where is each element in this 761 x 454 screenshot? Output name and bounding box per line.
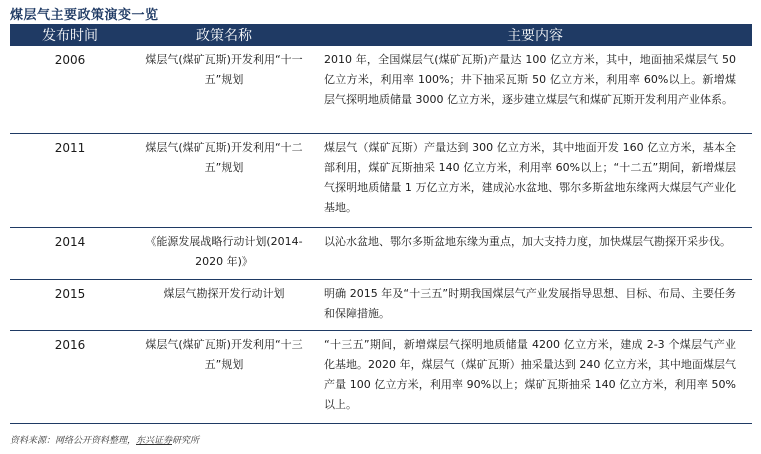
row-policy-name: 《能源发展战略行动计划(2014-2020 年)》 [130, 227, 318, 279]
row-policy-name: 煤层气(煤矿瓦斯)开发利用“十二五”规划 [130, 133, 318, 227]
table-header-row [10, 24, 752, 46]
source-prefix: 资料来源：网络公开资料整理， [10, 436, 137, 446]
row-content: 明确 2015 年及“十三五”时期我国煤层气产业发展指导思想、目标、布局、主要任务和保障措施。 [318, 279, 752, 330]
row-year: 2011 [10, 133, 130, 227]
table-row [10, 330, 752, 423]
row-content: 以沁水盆地、鄂尔多斯盆地东缘为重点，加大支持力度，加快煤层气勘探开采步伐。 [318, 227, 752, 279]
policy-table [10, 24, 752, 424]
row-year: 2014 [10, 227, 130, 279]
header-main-content: 主要内容 [318, 24, 752, 46]
table-row [10, 133, 752, 227]
row-policy-name: 煤层气勘探开发行动计划 [130, 279, 318, 330]
source-org: 东兴证券 [136, 436, 173, 446]
row-year: 2016 [10, 330, 130, 423]
header-policy-name: 政策名称 [130, 24, 318, 46]
table-row [10, 227, 752, 279]
row-year: 2015 [10, 279, 130, 330]
row-year: 2006 [10, 46, 130, 133]
row-policy-name: 煤层气(煤矿瓦斯)开发利用“十三五”规划 [130, 330, 318, 423]
header-date: 发布时间 [10, 24, 130, 46]
row-content: “十三五”期间，新增煤层气探明地质储量 4200 亿立方米，建成 2-3 个煤层气产业化基地。2020 年，煤层气（煤矿瓦斯）抽采量达到 240 亿立方米，其中地面煤层气产量 100 亿立方米，利用率 90%以上；煤矿瓦斯抽采 140 亿立方米，利用率 50%以上。 [318, 330, 752, 423]
source-note [10, 433, 199, 446]
source-suffix: 研究所 [172, 436, 200, 446]
table-row [10, 46, 752, 133]
table-row [10, 279, 752, 330]
row-policy-name: 煤层气(煤矿瓦斯)开发利用“十一五”规划 [130, 46, 318, 133]
row-content: 煤层气（煤矿瓦斯）产量达到 300 亿立方米，其中地面开发 160 亿立方米，基本全部利用，煤矿瓦斯抽采 140 亿立方米，利用率 60%以上；“十二五”期间，新增煤层气探明地质储量 1 万亿立方米，建成沁水盆地、鄂尔多斯盆地东缘两大煤层气产业化基地。 [318, 133, 752, 227]
table-title: 煤层气主要政策演变一览 [10, 8, 159, 23]
row-content: 2010 年，全国煤层气(煤矿瓦斯)产量达 100 亿立方米，其中，地面抽采煤层气 50 亿立方米，利用率 100%；井下抽采瓦斯 50 亿立方米，利用率 60%以上。新增煤层气探明地质储量 3000 亿立方米，逐步建立煤层气和煤矿瓦斯开发利用产业体系。 [318, 46, 752, 133]
